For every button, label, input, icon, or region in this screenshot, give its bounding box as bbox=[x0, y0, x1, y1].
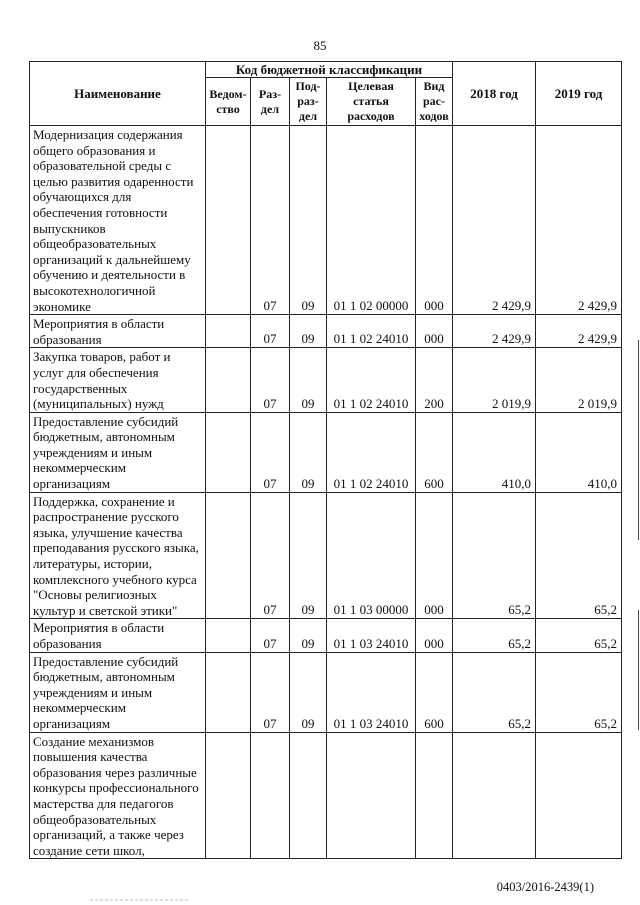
row-2018: 2 429,9 bbox=[453, 126, 536, 315]
row-section: 07 bbox=[251, 412, 290, 492]
row-exp-type: 000 bbox=[416, 126, 453, 315]
row-2019: 2 429,9 bbox=[536, 315, 622, 348]
row-exp-type: 200 bbox=[416, 348, 453, 412]
header-target-line: расходов bbox=[347, 109, 395, 123]
row-2019 bbox=[536, 732, 622, 859]
table-row bbox=[30, 732, 622, 859]
row-name: Поддержка, сохранение и распространение русского языка, улучшение качества преподавания русского языка, литературы, истории, комплексного учебного курса "Основы религиозных культур и светской этики" bbox=[30, 492, 206, 619]
row-subsection: 09 bbox=[290, 412, 327, 492]
page-number: 85 bbox=[313, 38, 327, 53]
row-subsection: 09 bbox=[290, 619, 327, 652]
row-section: 07 bbox=[251, 652, 290, 732]
header-dept-line: Ведом- bbox=[209, 86, 247, 101]
scan-edge-line bbox=[638, 340, 639, 540]
scan-artifact-icon bbox=[90, 896, 190, 904]
row-subsection bbox=[290, 732, 327, 859]
row-2018: 2 429,9 bbox=[453, 315, 536, 348]
row-subsection: 09 bbox=[290, 126, 327, 315]
row-exp-type: 000 bbox=[416, 492, 453, 619]
budget-table bbox=[29, 61, 622, 859]
row-exp-type: 600 bbox=[416, 412, 453, 492]
row-2018: 2 019,9 bbox=[453, 348, 536, 412]
row-2018: 65,2 bbox=[453, 652, 536, 732]
row-section: 07 bbox=[251, 126, 290, 315]
row-2019: 2 019,9 bbox=[536, 348, 622, 412]
table-row bbox=[30, 126, 622, 315]
header-section bbox=[251, 78, 290, 126]
header-section-line: дел bbox=[260, 101, 280, 116]
header-subsection-line: Под- bbox=[295, 79, 321, 93]
row-section: 07 bbox=[251, 492, 290, 619]
row-section: 07 bbox=[251, 348, 290, 412]
table-row bbox=[30, 412, 622, 492]
row-dept bbox=[206, 315, 251, 348]
row-target: 01 1 02 24010 bbox=[327, 412, 416, 492]
row-exp-type: 000 bbox=[416, 619, 453, 652]
row-2018 bbox=[453, 732, 536, 859]
header-exp-type-line: Вид bbox=[423, 79, 445, 93]
header-year-2019: 2019 год bbox=[536, 62, 622, 126]
row-subsection: 09 bbox=[290, 348, 327, 412]
header-exp-type-line: ходов bbox=[419, 109, 449, 123]
row-subsection: 09 bbox=[290, 652, 327, 732]
row-name: Модернизация содержания общего образования и образовательной среды с целью развития одаренности обучающихся для обеспечения готовности выпускников общеобразовательных организаций к дальнейшему обучению и деятельности в высокотехнологичной экономике bbox=[30, 126, 206, 315]
row-name: Предоставление субсидий бюджетным, автономным учреждениям и иным некоммерческим организациям bbox=[30, 652, 206, 732]
row-2019: 410,0 bbox=[536, 412, 622, 492]
header-exp-type bbox=[416, 78, 453, 126]
row-dept bbox=[206, 652, 251, 732]
table-row bbox=[30, 492, 622, 619]
row-target: 01 1 02 24010 bbox=[327, 348, 416, 412]
row-2019: 65,2 bbox=[536, 652, 622, 732]
row-name: Мероприятия в области образования bbox=[30, 619, 206, 652]
table-row bbox=[30, 619, 622, 652]
header-name: Наименование bbox=[30, 62, 206, 126]
row-dept bbox=[206, 732, 251, 859]
row-subsection: 09 bbox=[290, 315, 327, 348]
row-dept bbox=[206, 619, 251, 652]
header-subsection bbox=[290, 78, 327, 126]
header-subsection-line: раз- bbox=[297, 94, 319, 108]
row-section bbox=[251, 732, 290, 859]
row-name: Закупка товаров, работ и услуг для обеспечения государственных (муниципальных) нужд bbox=[30, 348, 206, 412]
row-target: 01 1 03 24010 bbox=[327, 652, 416, 732]
header-target-line: статья bbox=[353, 94, 389, 108]
header-dept-line: ство bbox=[216, 101, 240, 116]
row-subsection: 09 bbox=[290, 492, 327, 619]
header-target bbox=[327, 78, 416, 126]
row-exp-type bbox=[416, 732, 453, 859]
row-exp-type: 000 bbox=[416, 315, 453, 348]
row-name: Предоставление субсидий бюджетным, автономным учреждениям и иным некоммерческим организациям bbox=[30, 412, 206, 492]
row-2018: 65,2 bbox=[453, 492, 536, 619]
header-exp-type-line: рас- bbox=[423, 94, 445, 108]
row-dept bbox=[206, 348, 251, 412]
row-target: 01 1 02 00000 bbox=[327, 126, 416, 315]
row-section: 07 bbox=[251, 315, 290, 348]
row-2018: 410,0 bbox=[453, 412, 536, 492]
row-name: Мероприятия в области образования bbox=[30, 315, 206, 348]
row-target: 01 1 02 24010 bbox=[327, 315, 416, 348]
header-section-line: Раз- bbox=[258, 86, 282, 101]
row-2019: 65,2 bbox=[536, 492, 622, 619]
row-target bbox=[327, 732, 416, 859]
header-year-2018: 2018 год bbox=[453, 62, 536, 126]
row-2019: 65,2 bbox=[536, 619, 622, 652]
scan-edge-line bbox=[638, 610, 639, 730]
row-2019: 2 429,9 bbox=[536, 126, 622, 315]
row-name: Создание механизмов повышения качества образования через различные конкурсы профессионального мастерства для педагогов общеобразовательных организаций, а также через создание сети школ, bbox=[30, 732, 206, 859]
row-2018: 65,2 bbox=[453, 619, 536, 652]
row-dept bbox=[206, 412, 251, 492]
table-row bbox=[30, 315, 622, 348]
row-exp-type: 600 bbox=[416, 652, 453, 732]
row-dept bbox=[206, 126, 251, 315]
header-dept bbox=[206, 78, 251, 126]
header-code-group: Код бюджетной классификации bbox=[206, 62, 453, 78]
header-subsection-line: дел bbox=[298, 109, 318, 123]
header-target-line: Целевая bbox=[348, 79, 394, 93]
table-row bbox=[30, 348, 622, 412]
row-dept bbox=[206, 492, 251, 619]
row-section: 07 bbox=[251, 619, 290, 652]
row-target: 01 1 03 00000 bbox=[327, 492, 416, 619]
document-code: 0403/2016-2439(1) bbox=[496, 880, 594, 894]
row-target: 01 1 03 24010 bbox=[327, 619, 416, 652]
table-row bbox=[30, 652, 622, 732]
